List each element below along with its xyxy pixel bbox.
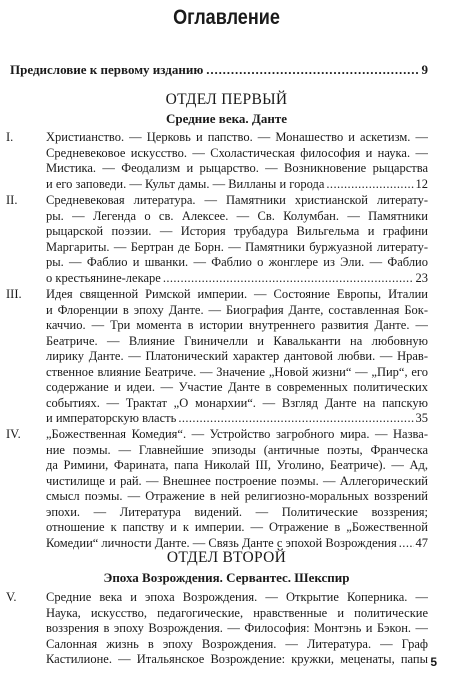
entry-line: эпохи. — Литература видений. — Политические воззрения; <box>46 504 428 519</box>
entry-text <box>46 287 428 427</box>
entry-page: 23 <box>415 270 428 285</box>
entry-line: ры. — Фаблио и шванки. — Фаблио о жонглере из Эли. — Фаблио <box>46 255 428 269</box>
entry-line: о крестьянине-лекаре <box>46 270 161 285</box>
entry-line: Мистика. — Феодализм и рыцарство. — Возникновение рыцарства <box>46 161 428 175</box>
preface-page: 9 <box>421 62 428 77</box>
entry-line: Кастилионе. — Итальянское Возрождение: кружки, меценаты, папы <box>46 652 428 666</box>
entry-line: ственное влияние Беатриче. — Значение „Новой жизни“ — „Пир“, его <box>46 364 428 379</box>
entry-line: рыцарской поэзии. — История трубадура Вильгельма и графини <box>46 224 428 238</box>
section-subtitle: Средние века. Данте <box>166 111 287 126</box>
entry-numeral: III. <box>6 287 22 301</box>
page-number: 5 <box>430 655 437 669</box>
entry-line: лирику Данте. — Платонический характер дантовой любви. — Нрав- <box>46 349 428 363</box>
entry-line: ры. — Легенда о св. Алексее. — Св. Колумбан. — Памятники <box>46 208 428 223</box>
entry-line: и его заповеди. — Культ дамы. — Вилланы и города <box>46 176 325 191</box>
entry-line: и Флоренции в эпоху Данте. — Биография Данте, составленная Бок- <box>46 302 428 317</box>
entry-line: Маргариты. — Бертран де Борн. — Памятники буржуазной литерату- <box>46 239 428 254</box>
entry-line: содержание и идеи. — Участие Данте в современных политических <box>46 380 428 394</box>
section-subtitle: Эпоха Возрождения. Сервантес. Шекспир <box>103 570 350 585</box>
entry-last-line <box>46 271 428 287</box>
entry-numeral: IV. <box>6 427 21 441</box>
entry-numeral: II. <box>6 193 18 207</box>
entry-numeral: V. <box>6 590 17 604</box>
entry-numeral: I. <box>6 130 14 144</box>
entry-line: Комедии“ личности Данте. — Связь Данте с эпохой Возрождения <box>46 535 397 550</box>
entry-text <box>46 193 428 286</box>
preface-label: Предисловие к первому изданию <box>10 62 204 77</box>
entry-line: „Божественная Комедия“. — Устройство загробного мира. — Назва- <box>46 427 428 441</box>
leader-dots <box>326 177 413 193</box>
entry-line: Идея священной Римской империи. — Состояние Европы, Италии <box>46 287 428 301</box>
entry-page: 35 <box>415 411 428 425</box>
section-title: ОТДЕЛ ВТОРОЙ <box>166 549 287 566</box>
leader-dots <box>163 271 414 287</box>
entry-line: Беатриче. — Влияние Гвиничелли и Кавальканти на любовную <box>46 333 428 348</box>
entry-line: Салонная жизнь в эпоху Возрождения. — Литература. — Граф <box>46 636 428 651</box>
entry-line: Христианство. — Церковь и папство. — Монашество и аскетизм. — <box>46 130 428 144</box>
entry-line: событиях. — Трактат „О монархии“. — Взгляд Данте на папскую <box>46 395 428 410</box>
entry-text <box>46 590 428 668</box>
entry-line: Наука, искусство, педагогические, нравственные и политические <box>46 605 428 620</box>
entry-line: ние поэмы. — Главнейшие эпизоды (античные поэты, Франческа <box>46 442 428 457</box>
entry-text <box>46 427 428 551</box>
entry-last-line <box>46 177 428 193</box>
entry-line: чистилище и рай. — Внешнее построение поэмы. — Аллегорический <box>46 473 428 488</box>
section-title: ОТДЕЛ ПЕРВЫЙ <box>165 91 288 108</box>
entry-last-line <box>46 411 428 427</box>
entry-line: да Римини, Фарината, папа Николай III, Уголино, Беатриче). — Ад, <box>46 458 428 472</box>
entry-line: отношение к папству и к империи. — Отражение в „Божественной <box>46 520 428 534</box>
page-title: Оглавление <box>173 6 280 29</box>
entry-line: каччио. — Три момента в истории внутреннего развития Данте. — <box>46 318 428 332</box>
preface-entry[interactable] <box>10 62 428 78</box>
leader-dots <box>178 411 413 427</box>
entry-line: воззрения в эпоху Возрождения. — Философия: Монтэнь и Бэкон. — <box>46 621 428 635</box>
entry-page: 47 <box>415 535 428 550</box>
entry-line: и императорскую власть <box>46 411 177 425</box>
leader-dots <box>206 62 418 78</box>
entry-line: смысл поэмы. — Отражение в ней религиозно-моральных воззрений <box>46 489 428 503</box>
entry-text <box>46 130 428 192</box>
entry-page: 12 <box>415 176 428 191</box>
entry-line: Средневековое искусство. — Схоластическая философия и наука. — <box>46 145 428 160</box>
entry-line: Средние века и эпоха Возрождения. — Открытие Коперника. — <box>46 590 428 604</box>
entry-line: Средневековая литература. — Памятники христианской литерату- <box>46 193 428 207</box>
